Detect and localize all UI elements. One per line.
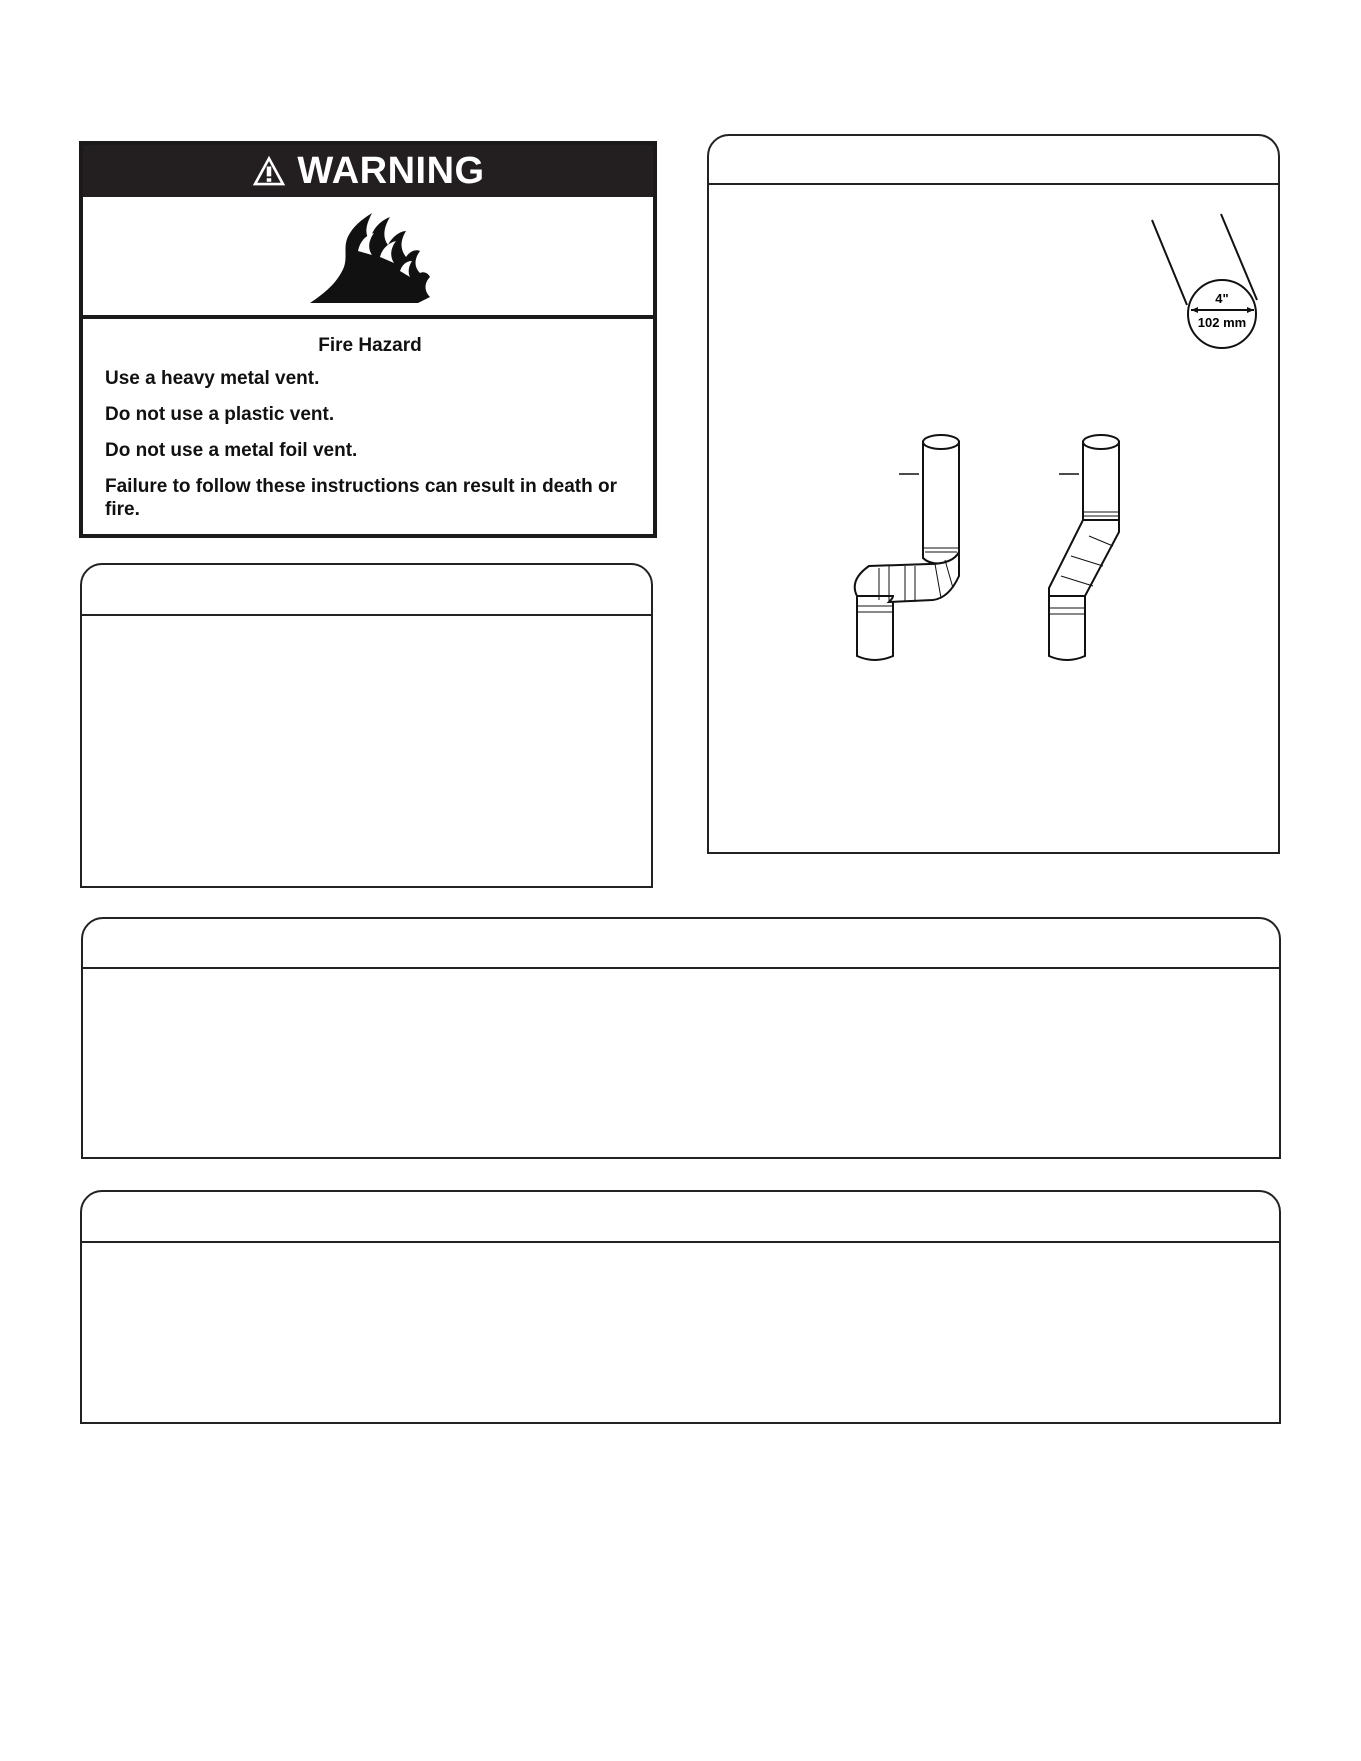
hazard-title: Fire Hazard bbox=[318, 335, 422, 356]
panel-tab-divider bbox=[83, 967, 1279, 969]
warning-line-4: Failure to follow these instructions can result in death or fire. bbox=[105, 476, 618, 520]
warning-symbol-area bbox=[83, 197, 653, 319]
warning-header bbox=[83, 145, 653, 197]
alert-triangle-icon bbox=[251, 153, 287, 189]
diameter-mm-label: 102 mm bbox=[1197, 315, 1247, 330]
angled-vent-illustration bbox=[1049, 435, 1119, 660]
elbow-vent-illustration bbox=[855, 435, 959, 660]
warning-line-2: Do not use a plastic vent. bbox=[105, 404, 335, 425]
warning-body bbox=[83, 319, 653, 521]
fire-icon bbox=[308, 211, 438, 307]
wide-info-panel-1 bbox=[81, 917, 1281, 1159]
diameter-inch-label: 4" bbox=[1215, 291, 1229, 306]
vent-diagram-panel bbox=[707, 134, 1280, 854]
panel-tab-divider bbox=[82, 1241, 1279, 1243]
warning-title: WARNING bbox=[297, 149, 485, 192]
warning-box bbox=[79, 141, 657, 538]
wide-info-panel-2 bbox=[80, 1190, 1281, 1424]
vent-diagram bbox=[709, 136, 1280, 852]
panel-tab-divider bbox=[82, 614, 651, 616]
warning-line-1: Use a heavy metal vent. bbox=[105, 368, 320, 389]
left-info-panel bbox=[80, 563, 653, 888]
warning-line-3: Do not use a metal foil vent. bbox=[105, 440, 358, 461]
